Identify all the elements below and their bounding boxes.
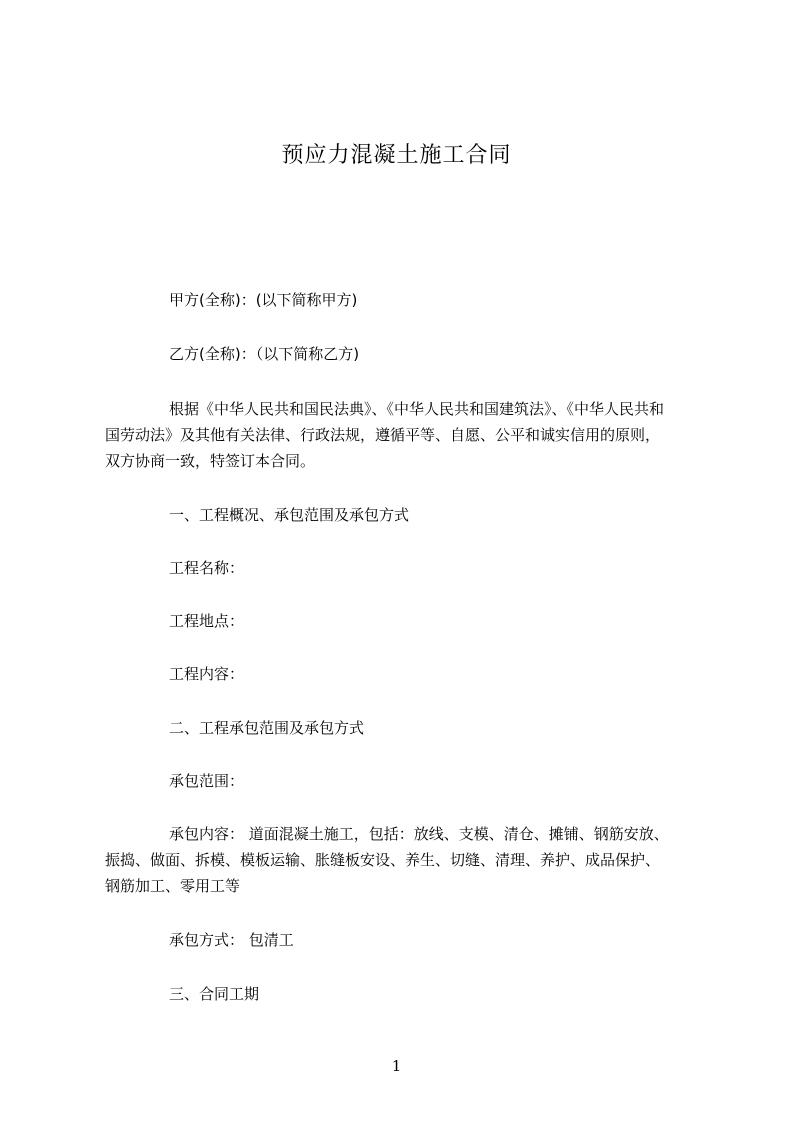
contract-content-line-1: 承包内容： 道面混凝土施工，包括：放线、支模、清仓、摊铺、钢筋安放、 xyxy=(169,825,669,843)
party-b-line: 乙方(全称)：（以下简称乙方) xyxy=(169,345,360,363)
preamble-line-2: 国劳动法》及其他有关法律、行政法规，遵循平等、自愿、公平和诚实信用的原则， xyxy=(105,426,661,444)
contract-method-line: 承包方式： 包清工 xyxy=(169,931,294,949)
project-content-line: 工程内容： xyxy=(169,665,245,683)
preamble-paragraph xyxy=(105,396,705,474)
preamble-line-1: 根据《中华人民共和国民法典》、《中华人民共和国建筑法》、《中华人民共和 xyxy=(169,400,665,418)
project-name-line: 工程名称： xyxy=(169,559,245,577)
contract-content-line-2: 振捣、做面、拆模、模板运输、胀缝板安设、养生、切缝、清理、养护、成品保护、 xyxy=(105,851,661,869)
project-location-line: 工程地点： xyxy=(169,612,245,630)
preamble-line-3: 双方协商一致，特签订本合同。 xyxy=(105,452,316,470)
scope-line: 承包范围： xyxy=(169,772,245,790)
contract-content-line-3: 钢筋加工、零用工等 xyxy=(105,877,241,895)
page-number: 1 xyxy=(391,1057,402,1075)
section-1-heading: 一、工程概况、承包范围及承包方式 xyxy=(169,506,410,524)
section-3-heading: 三、合同工期 xyxy=(169,985,260,1003)
contract-content-paragraph xyxy=(105,821,705,899)
section-2-heading: 二、工程承包范围及承包方式 xyxy=(169,719,365,737)
document-title: 预应力混凝土施工合同 xyxy=(281,143,512,168)
party-a-line: 甲方(全称)：(以下简称甲方) xyxy=(169,291,358,309)
